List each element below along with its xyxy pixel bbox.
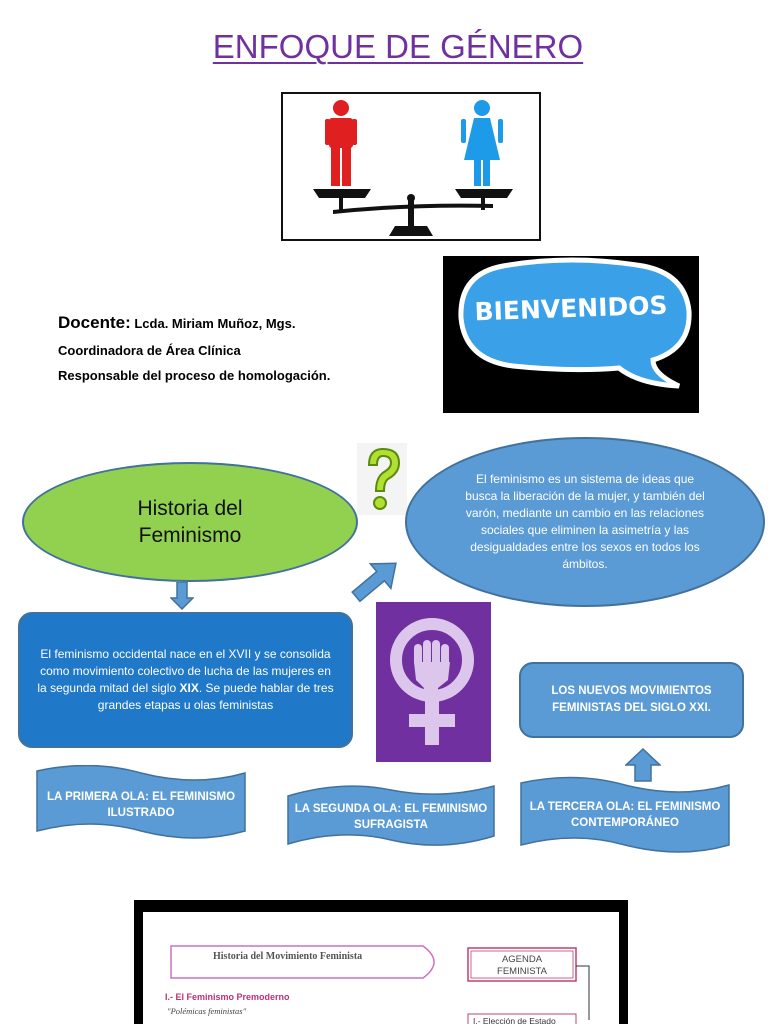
feminismo-occidental-box bbox=[18, 612, 353, 748]
segunda-ola-text: LA SEGUNDA OLA: EL FEMINISMO SUFRAGISTA bbox=[294, 803, 488, 831]
segunda-ola-banner bbox=[287, 780, 495, 850]
primera-ola-banner bbox=[36, 765, 246, 840]
arrow-down-icon bbox=[170, 582, 194, 615]
definicion-text: El feminismo es un sistema de ideas que busca la liberación de la mujer, y también del varón, mediante un cambio en las relaciones sociales que eliminen la asimetría y las desigualdades entre los sexos en todos los ámbitos. bbox=[465, 472, 705, 571]
docente-name: Lcda. Miriam Muñoz, Mgs. bbox=[134, 316, 296, 331]
docente-info bbox=[58, 313, 330, 393]
historia-line-1: Historia del bbox=[137, 497, 243, 520]
docente-role-2: Responsable del proceso de homologación. bbox=[58, 368, 331, 383]
feminist-fist-symbol-icon bbox=[376, 602, 491, 762]
docente-label: Docente: bbox=[58, 313, 131, 332]
tercera-ola-text: LA TERCERA OLA: EL FEMINISMO CONTEMPORÁNEO bbox=[529, 801, 721, 829]
page-title: ENFOQUE DE GÉNERO bbox=[212, 28, 584, 65]
occidental-text-1: El feminismo occidental nace en el XVII y se consolida como movimiento colectivo de lucha de las mujeres en la segunda mitad del siglo bbox=[37, 647, 331, 695]
scan-subtitle: "Polémicas feministas" bbox=[167, 1006, 247, 1016]
historia-line-2: Feminismo bbox=[138, 524, 242, 547]
question-mark-icon bbox=[357, 443, 407, 515]
historia-oval bbox=[22, 462, 358, 582]
primera-ola-text: LA PRIMERA OLA: EL FEMINISMO ILUSTRADO bbox=[46, 791, 236, 819]
scan-agenda: AGENDA FEMINISTA bbox=[497, 954, 547, 977]
historia-movimiento-scan bbox=[134, 900, 628, 1024]
docente-role-1: Coordinadora de Área Clínica bbox=[58, 343, 241, 358]
occidental-bold: XIX bbox=[179, 681, 199, 695]
nuevos-text: LOS NUEVOS MOVIMIENTOS FEMINISTAS DEL SIGLO XXI. bbox=[551, 685, 712, 714]
gender-balance-scale-icon bbox=[281, 92, 541, 241]
bienvenidos-label: BIENVENIDOS bbox=[474, 290, 668, 327]
scan-item: I.- Elección de Estado bbox=[473, 1016, 556, 1026]
tercera-ola-banner bbox=[520, 775, 730, 855]
scan-header: Historia del Movimiento Feminista bbox=[213, 951, 363, 962]
occidental-text-2: . Se puede hablar de tres grandes etapas u olas feministas bbox=[97, 681, 334, 712]
definicion-oval bbox=[405, 437, 765, 607]
nuevos-movimientos-box bbox=[519, 662, 744, 738]
scan-section: I.- El Feminismo Premoderno bbox=[165, 992, 290, 1002]
bienvenidos-banner bbox=[443, 256, 699, 413]
